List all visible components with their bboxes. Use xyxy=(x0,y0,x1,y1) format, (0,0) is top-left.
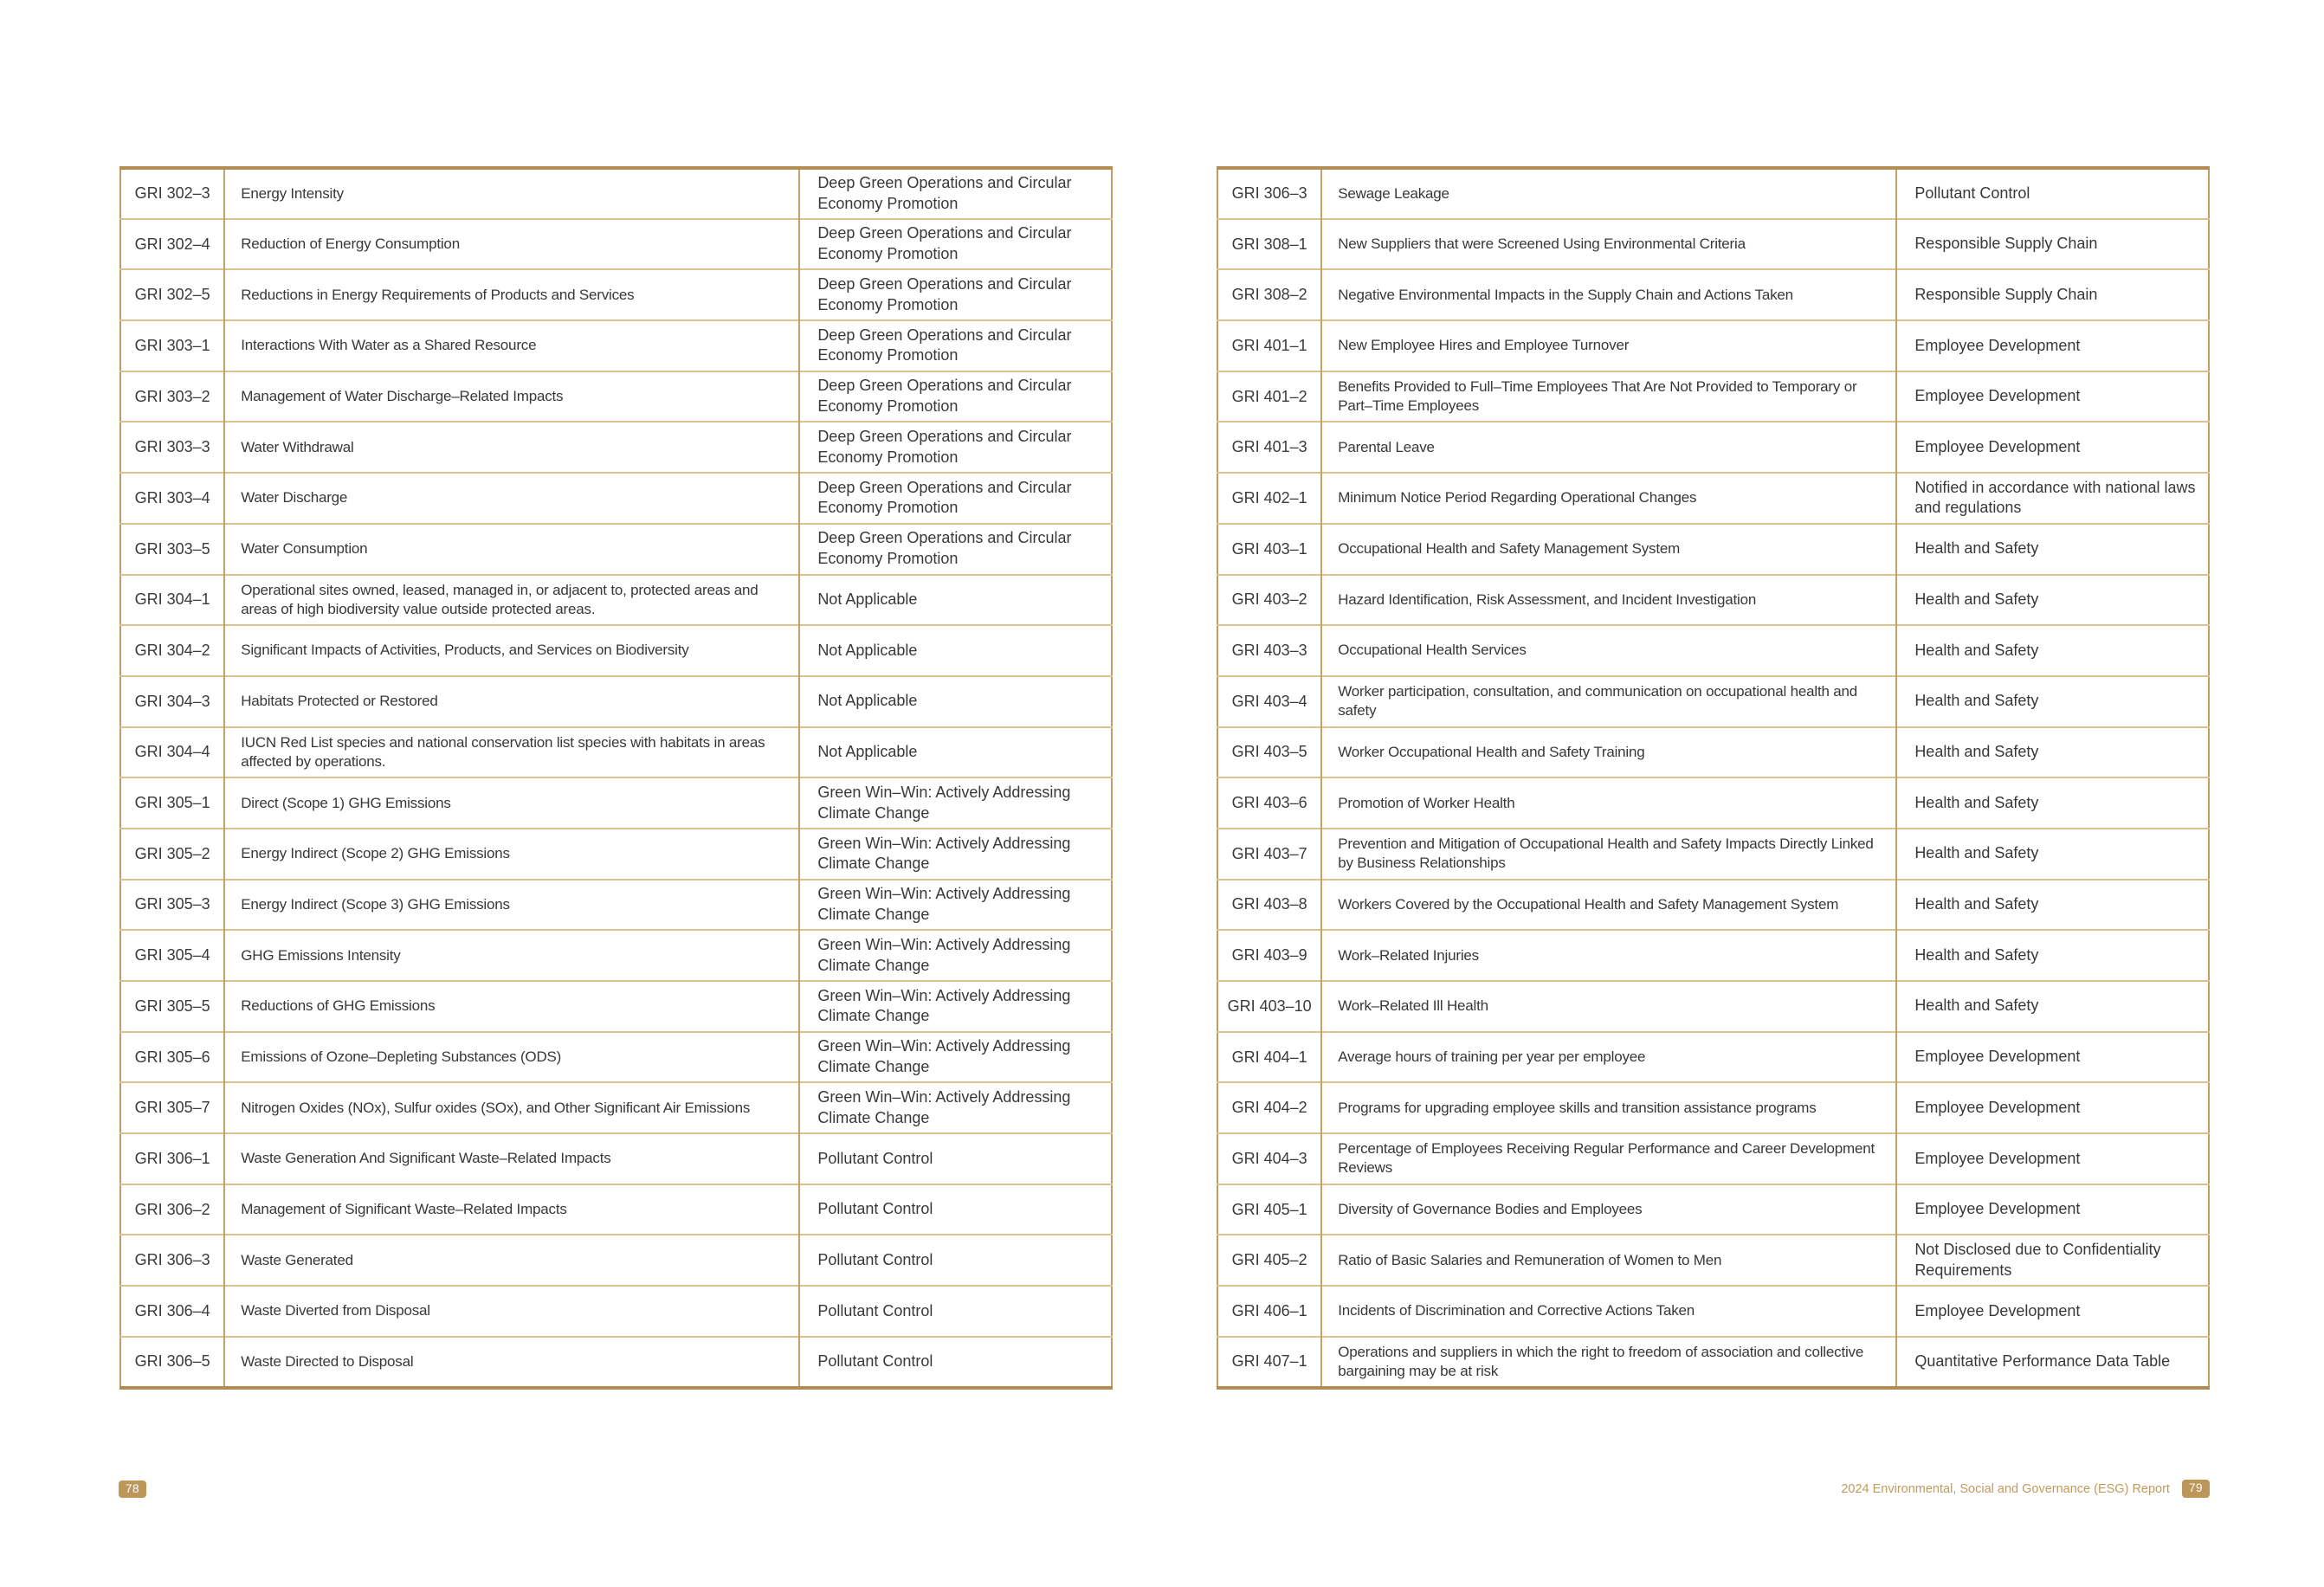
table-row xyxy=(1217,168,2209,219)
gri-code-cell: GRI 306–4 xyxy=(120,1286,224,1337)
gri-code-cell: GRI 403–10 xyxy=(1217,981,1321,1032)
report-section-cell: Green Win–Win: Actively Addressing Climate Change xyxy=(799,1032,1112,1083)
disclosure-title-cell: Operations and suppliers in which the right to freedom of association and collective bargaining may be at risk xyxy=(1321,1337,1896,1388)
table-row xyxy=(120,575,1112,626)
gri-code-cell: GRI 405–1 xyxy=(1217,1184,1321,1235)
table-row xyxy=(1217,981,2209,1032)
gri-code-cell: GRI 305–2 xyxy=(120,829,224,880)
table-row xyxy=(120,981,1112,1032)
disclosure-title-cell: Occupational Health and Safety Management System xyxy=(1321,524,1896,575)
disclosure-title-cell: Negative Environmental Impacts in the Supply Chain and Actions Taken xyxy=(1321,269,1896,320)
disclosure-title-cell: Ratio of Basic Salaries and Remuneration of Women to Men xyxy=(1321,1235,1896,1286)
gri-code-cell: GRI 306–3 xyxy=(120,1235,224,1286)
disclosure-title-cell: New Employee Hires and Employee Turnover xyxy=(1321,320,1896,371)
disclosure-title-cell: Habitats Protected or Restored xyxy=(224,676,799,727)
table-row xyxy=(1217,777,2209,829)
disclosure-title-cell: Emissions of Ozone–Depleting Substances (ODS) xyxy=(224,1032,799,1083)
disclosure-title-cell: Energy Indirect (Scope 3) GHG Emissions xyxy=(224,880,799,931)
disclosure-title-cell: Operational sites owned, leased, managed in, or adjacent to, protected areas and areas of high biodiversity value outside protected areas. xyxy=(224,575,799,626)
disclosure-title-cell: Average hours of training per year per employee xyxy=(1321,1032,1896,1083)
table-row xyxy=(1217,1082,2209,1133)
report-section-cell: Pollutant Control xyxy=(799,1133,1112,1184)
report-section-cell: Not Applicable xyxy=(799,575,1112,626)
report-section-cell: Health and Safety xyxy=(1896,829,2209,880)
gri-code-cell: GRI 404–3 xyxy=(1217,1133,1321,1184)
table-row xyxy=(120,676,1112,727)
gri-code-cell: GRI 401–3 xyxy=(1217,422,1321,473)
table-row xyxy=(120,1082,1112,1133)
gri-code-cell: GRI 304–1 xyxy=(120,575,224,626)
table-row xyxy=(1217,219,2209,270)
gri-index-table-left xyxy=(119,166,1113,1390)
report-section-cell: Health and Safety xyxy=(1896,880,2209,931)
footer-right xyxy=(1217,1480,2210,1498)
gri-code-cell: GRI 401–2 xyxy=(1217,371,1321,423)
table-row xyxy=(1217,727,2209,778)
table-row xyxy=(120,219,1112,270)
disclosure-title-cell: Diversity of Governance Bodies and Employees xyxy=(1321,1184,1896,1235)
report-section-cell: Green Win–Win: Actively Addressing Climate Change xyxy=(799,880,1112,931)
gri-code-cell: GRI 403–9 xyxy=(1217,930,1321,981)
disclosure-title-cell: Water Consumption xyxy=(224,524,799,575)
gri-code-cell: GRI 305–6 xyxy=(120,1032,224,1083)
gri-code-cell: GRI 305–1 xyxy=(120,777,224,829)
table-row xyxy=(120,727,1112,778)
table-row xyxy=(120,625,1112,676)
gri-code-cell: GRI 401–1 xyxy=(1217,320,1321,371)
disclosure-title-cell: Management of Significant Waste–Related Impacts xyxy=(224,1184,799,1235)
report-section-cell: Green Win–Win: Actively Addressing Climate Change xyxy=(799,1082,1112,1133)
disclosure-title-cell: Percentage of Employees Receiving Regular Performance and Career Development Reviews xyxy=(1321,1133,1896,1184)
report-section-cell: Employee Development xyxy=(1896,371,2209,423)
disclosure-title-cell: Waste Generation And Significant Waste–Related Impacts xyxy=(224,1133,799,1184)
gri-code-cell: GRI 305–3 xyxy=(120,880,224,931)
disclosure-title-cell: Reductions in Energy Requirements of Products and Services xyxy=(224,269,799,320)
table-row xyxy=(1217,269,2209,320)
gri-code-cell: GRI 303–5 xyxy=(120,524,224,575)
gri-code-cell: GRI 403–2 xyxy=(1217,575,1321,626)
report-section-cell: Deep Green Operations and Circular Economy Promotion xyxy=(799,219,1112,270)
report-section-cell: Not Disclosed due to Confidentiality Requirements xyxy=(1896,1235,2209,1286)
disclosure-title-cell: Promotion of Worker Health xyxy=(1321,777,1896,829)
gri-code-cell: GRI 402–1 xyxy=(1217,473,1321,524)
disclosure-title-cell: Waste Generated xyxy=(224,1235,799,1286)
report-section-cell: Deep Green Operations and Circular Economy Promotion xyxy=(799,473,1112,524)
table-row xyxy=(120,1133,1112,1184)
gri-code-cell: GRI 403–8 xyxy=(1217,880,1321,931)
disclosure-title-cell: Benefits Provided to Full–Time Employees That Are Not Provided to Temporary or Part–Time Employees xyxy=(1321,371,1896,423)
gri-code-cell: GRI 306–2 xyxy=(120,1184,224,1235)
gri-code-cell: GRI 403–7 xyxy=(1217,829,1321,880)
report-section-cell: Health and Safety xyxy=(1896,575,2209,626)
table-row xyxy=(120,829,1112,880)
disclosure-title-cell: IUCN Red List species and national conservation list species with habitats in areas affected by operations. xyxy=(224,727,799,778)
report-section-cell: Quantitative Performance Data Table xyxy=(1896,1337,2209,1388)
report-section-cell: Responsible Supply Chain xyxy=(1896,219,2209,270)
report-section-cell: Health and Safety xyxy=(1896,930,2209,981)
disclosure-title-cell: Worker Occupational Health and Safety Training xyxy=(1321,727,1896,778)
disclosure-title-cell: Sewage Leakage xyxy=(1321,168,1896,219)
report-section-cell: Responsible Supply Chain xyxy=(1896,269,2209,320)
disclosure-title-cell: Reductions of GHG Emissions xyxy=(224,981,799,1032)
gri-code-cell: GRI 302–4 xyxy=(120,219,224,270)
report-section-cell: Health and Safety xyxy=(1896,981,2209,1032)
gri-index-table-right-body xyxy=(1217,168,2209,1388)
report-section-cell: Not Applicable xyxy=(799,625,1112,676)
gri-code-cell: GRI 305–5 xyxy=(120,981,224,1032)
table-row xyxy=(120,1337,1112,1388)
report-section-cell: Green Win–Win: Actively Addressing Climate Change xyxy=(799,829,1112,880)
disclosure-title-cell: Hazard Identification, Risk Assessment, and Incident Investigation xyxy=(1321,575,1896,626)
table-row xyxy=(1217,1133,2209,1184)
gri-code-cell: GRI 302–3 xyxy=(120,168,224,219)
disclosure-title-cell: Programs for upgrading employee skills and transition assistance programs xyxy=(1321,1082,1896,1133)
disclosure-title-cell: Work–Related Injuries xyxy=(1321,930,1896,981)
table-row xyxy=(120,269,1112,320)
table-row xyxy=(120,880,1112,931)
report-section-cell: Not Applicable xyxy=(799,727,1112,778)
disclosure-title-cell: New Suppliers that were Screened Using Environmental Criteria xyxy=(1321,219,1896,270)
report-section-cell: Employee Development xyxy=(1896,422,2209,473)
table-row xyxy=(1217,880,2209,931)
report-section-cell: Health and Safety xyxy=(1896,777,2209,829)
gri-code-cell: GRI 303–1 xyxy=(120,320,224,371)
table-row xyxy=(1217,676,2209,727)
report-section-cell: Employee Development xyxy=(1896,1133,2209,1184)
report-section-cell: Deep Green Operations and Circular Economy Promotion xyxy=(799,320,1112,371)
gri-code-cell: GRI 304–3 xyxy=(120,676,224,727)
gri-code-cell: GRI 306–1 xyxy=(120,1133,224,1184)
disclosure-title-cell: Worker participation, consultation, and communication on occupational health and safety xyxy=(1321,676,1896,727)
gri-code-cell: GRI 407–1 xyxy=(1217,1337,1321,1388)
report-section-cell: Pollutant Control xyxy=(799,1286,1112,1337)
report-section-cell: Green Win–Win: Actively Addressing Climate Change xyxy=(799,777,1112,829)
report-section-cell: Deep Green Operations and Circular Economy Promotion xyxy=(799,269,1112,320)
disclosure-title-cell: Energy Intensity xyxy=(224,168,799,219)
gri-code-cell: GRI 306–5 xyxy=(120,1337,224,1388)
page-number-badge-right: 79 xyxy=(2182,1480,2210,1498)
gri-code-cell: GRI 406–1 xyxy=(1217,1286,1321,1337)
gri-index-table-left-body xyxy=(120,168,1112,1388)
disclosure-title-cell: Nitrogen Oxides (NOx), Sulfur oxides (SOx), and Other Significant Air Emissions xyxy=(224,1082,799,1133)
report-section-cell: Health and Safety xyxy=(1896,727,2209,778)
disclosure-title-cell: Work–Related Ill Health xyxy=(1321,981,1896,1032)
report-section-cell: Health and Safety xyxy=(1896,625,2209,676)
gri-code-cell: GRI 403–6 xyxy=(1217,777,1321,829)
report-section-cell: Employee Development xyxy=(1896,1082,2209,1133)
table-row xyxy=(120,371,1112,423)
table-row xyxy=(1217,524,2209,575)
table-row xyxy=(120,473,1112,524)
gri-code-cell: GRI 304–4 xyxy=(120,727,224,778)
disclosure-title-cell: Waste Diverted from Disposal xyxy=(224,1286,799,1337)
disclosure-title-cell: Water Discharge xyxy=(224,473,799,524)
disclosure-title-cell: Occupational Health Services xyxy=(1321,625,1896,676)
gri-code-cell: GRI 404–2 xyxy=(1217,1082,1321,1133)
report-section-cell: Green Win–Win: Actively Addressing Climate Change xyxy=(799,930,1112,981)
table-row xyxy=(120,1286,1112,1337)
report-section-cell: Pollutant Control xyxy=(799,1235,1112,1286)
report-section-cell: Employee Development xyxy=(1896,320,2209,371)
disclosure-title-cell: Waste Directed to Disposal xyxy=(224,1337,799,1388)
report-section-cell: Not Applicable xyxy=(799,676,1112,727)
disclosure-title-cell: Minimum Notice Period Regarding Operational Changes xyxy=(1321,473,1896,524)
report-section-cell: Employee Development xyxy=(1896,1184,2209,1235)
gri-code-cell: GRI 305–7 xyxy=(120,1082,224,1133)
report-section-cell: Pollutant Control xyxy=(799,1337,1112,1388)
gri-code-cell: GRI 403–5 xyxy=(1217,727,1321,778)
report-section-cell: Deep Green Operations and Circular Economy Promotion xyxy=(799,168,1112,219)
disclosure-title-cell: Interactions With Water as a Shared Resource xyxy=(224,320,799,371)
gri-code-cell: GRI 302–5 xyxy=(120,269,224,320)
disclosure-title-cell: Parental Leave xyxy=(1321,422,1896,473)
disclosure-title-cell: Energy Indirect (Scope 2) GHG Emissions xyxy=(224,829,799,880)
report-section-cell: Employee Development xyxy=(1896,1032,2209,1083)
disclosure-title-cell: Direct (Scope 1) GHG Emissions xyxy=(224,777,799,829)
report-section-cell: Green Win–Win: Actively Addressing Climate Change xyxy=(799,981,1112,1032)
report-section-cell: Employee Development xyxy=(1896,1286,2209,1337)
gri-code-cell: GRI 304–2 xyxy=(120,625,224,676)
report-section-cell: Pollutant Control xyxy=(1896,168,2209,219)
table-row xyxy=(1217,625,2209,676)
disclosure-title-cell: Water Withdrawal xyxy=(224,422,799,473)
gri-code-cell: GRI 303–2 xyxy=(120,371,224,423)
table-row xyxy=(1217,1184,2209,1235)
gri-code-cell: GRI 403–4 xyxy=(1217,676,1321,727)
gri-code-cell: GRI 405–2 xyxy=(1217,1235,1321,1286)
table-row xyxy=(120,777,1112,829)
gri-code-cell: GRI 404–1 xyxy=(1217,1032,1321,1083)
report-title: 2024 Environmental, Social and Governance (ESG) Report xyxy=(1841,1481,2170,1496)
report-section-cell: Pollutant Control xyxy=(799,1184,1112,1235)
table-row xyxy=(120,1235,1112,1286)
gri-code-cell: GRI 308–2 xyxy=(1217,269,1321,320)
gri-code-cell: GRI 306–3 xyxy=(1217,168,1321,219)
table-row xyxy=(1217,1286,2209,1337)
gri-code-cell: GRI 308–1 xyxy=(1217,219,1321,270)
table-row xyxy=(1217,1235,2209,1286)
table-row xyxy=(120,422,1112,473)
gri-code-cell: GRI 403–1 xyxy=(1217,524,1321,575)
report-section-cell: Health and Safety xyxy=(1896,524,2209,575)
gri-code-cell: GRI 403–3 xyxy=(1217,625,1321,676)
gri-code-cell: GRI 305–4 xyxy=(120,930,224,981)
report-section-cell: Deep Green Operations and Circular Economy Promotion xyxy=(799,524,1112,575)
disclosure-title-cell: Management of Water Discharge–Related Impacts xyxy=(224,371,799,423)
table-row xyxy=(1217,930,2209,981)
disclosure-title-cell: Workers Covered by the Occupational Health and Safety Management System xyxy=(1321,880,1896,931)
table-row xyxy=(1217,473,2209,524)
table-row xyxy=(120,524,1112,575)
gri-code-cell: GRI 303–4 xyxy=(120,473,224,524)
table-row xyxy=(120,1032,1112,1083)
disclosure-title-cell: Incidents of Discrimination and Corrective Actions Taken xyxy=(1321,1286,1896,1337)
table-row xyxy=(1217,575,2209,626)
gri-code-cell: GRI 303–3 xyxy=(120,422,224,473)
table-row xyxy=(1217,1032,2209,1083)
page-number-badge-left: 78 xyxy=(119,1481,146,1498)
disclosure-title-cell: Significant Impacts of Activities, Products, and Services on Biodiversity xyxy=(224,625,799,676)
footer-left xyxy=(119,1481,146,1497)
report-section-cell: Deep Green Operations and Circular Economy Promotion xyxy=(799,371,1112,423)
report-section-cell: Deep Green Operations and Circular Economy Promotion xyxy=(799,422,1112,473)
table-row xyxy=(1217,371,2209,423)
table-row xyxy=(120,168,1112,219)
table-row xyxy=(1217,320,2209,371)
table-row xyxy=(1217,829,2209,880)
disclosure-title-cell: GHG Emissions Intensity xyxy=(224,930,799,981)
disclosure-title-cell: Prevention and Mitigation of Occupational Health and Safety Impacts Directly Linked by Business Relationships xyxy=(1321,829,1896,880)
table-row xyxy=(1217,1337,2209,1388)
gri-index-table-right xyxy=(1217,166,2210,1390)
report-section-cell: Health and Safety xyxy=(1896,676,2209,727)
table-row xyxy=(120,1184,1112,1235)
report-section-cell: Notified in accordance with national laws and regulations xyxy=(1896,473,2209,524)
disclosure-title-cell: Reduction of Energy Consumption xyxy=(224,219,799,270)
table-row xyxy=(120,320,1112,371)
table-row xyxy=(1217,422,2209,473)
table-row xyxy=(120,930,1112,981)
